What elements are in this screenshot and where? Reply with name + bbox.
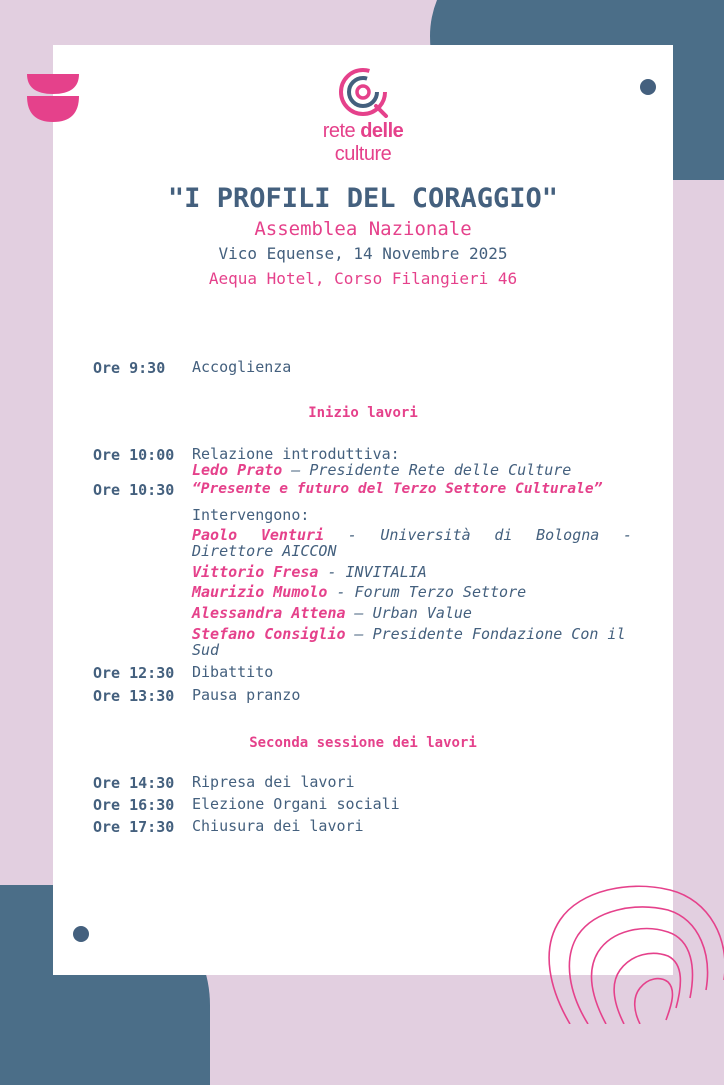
agenda-item: Elezione Organi sociali	[192, 795, 400, 813]
section-heading: Inizio lavori	[308, 405, 418, 421]
speaker-name: Maurizio Mumolo	[192, 583, 328, 601]
speaker-role: - Università di Bologna - Direttore AICCON	[192, 526, 632, 560]
speaker-name: Ledo Prato	[192, 461, 283, 479]
speaker-role: - Forum Terzo Settore	[327, 583, 527, 601]
venue: Aequa Hotel, Corso Filangieri 46	[208, 269, 518, 288]
speaker-name: Alessandra Attena	[192, 604, 346, 622]
section-heading: Seconda sessione dei lavori	[249, 735, 477, 751]
logo-mark-icon	[334, 66, 392, 118]
agenda-time: Ore 9:30	[93, 359, 166, 377]
speaker-name: Vittorio Fresa	[192, 563, 319, 581]
logo-wordmark: rete delle culture	[322, 120, 404, 165]
agenda-item: Ripresa dei lavori	[192, 773, 355, 791]
agenda-item: Dibattito	[192, 663, 274, 681]
agenda-time: Ore 10:30	[93, 481, 175, 499]
place-date: Vico Equense, 14 Novembre 2025	[218, 244, 508, 263]
agenda-time: Ore 13:30	[93, 687, 175, 705]
page-subtitle: Assemblea Nazionale	[254, 218, 472, 240]
speaker-role: – Presidente Rete delle Culture	[282, 461, 572, 479]
speaker-line	[192, 605, 632, 621]
speaker-line	[192, 462, 632, 478]
agenda-time: Ore 17:30	[93, 818, 175, 836]
speaker-line	[192, 527, 632, 559]
speaker-name: Paolo Venturi	[192, 526, 325, 544]
page-title: "I PROFILI DEL CORAGGIO"	[167, 183, 559, 214]
agenda-time: Ore 10:00	[93, 446, 175, 464]
speaker-line	[192, 584, 632, 600]
agenda-time: Ore 12:30	[93, 664, 175, 682]
agenda-item	[192, 446, 632, 478]
agenda-time: Ore 14:30	[93, 774, 175, 792]
speaker-name: Stefano Consiglio	[192, 625, 346, 643]
speaker-line	[192, 564, 632, 580]
speaker-role: – Urban Value	[345, 604, 472, 622]
agenda-item: Chiusura dei lavori	[192, 817, 364, 835]
speakers-intro: Intervengono:	[192, 506, 310, 524]
agenda-item-text: Relazione introduttiva:	[192, 445, 400, 463]
contour-lines-icon	[540, 880, 724, 1024]
decorative-dot	[640, 79, 656, 95]
agenda-item: Pausa pranzo	[192, 686, 301, 704]
rete-delle-culture-logo	[298, 66, 428, 165]
pink-stacked-shape-icon	[27, 74, 79, 122]
decorative-dot	[73, 926, 89, 942]
agenda-item: Accoglienza	[192, 358, 292, 376]
speaker-line	[192, 626, 632, 658]
agenda-time: Ore 16:30	[93, 796, 175, 814]
speaker-role: – Presidente Fondazione Con il Sud	[192, 625, 626, 659]
speaker-role: - INVITALIA	[318, 563, 427, 581]
talk-title: “Presente e futuro del Terzo Settore Culturale”	[192, 481, 603, 497]
